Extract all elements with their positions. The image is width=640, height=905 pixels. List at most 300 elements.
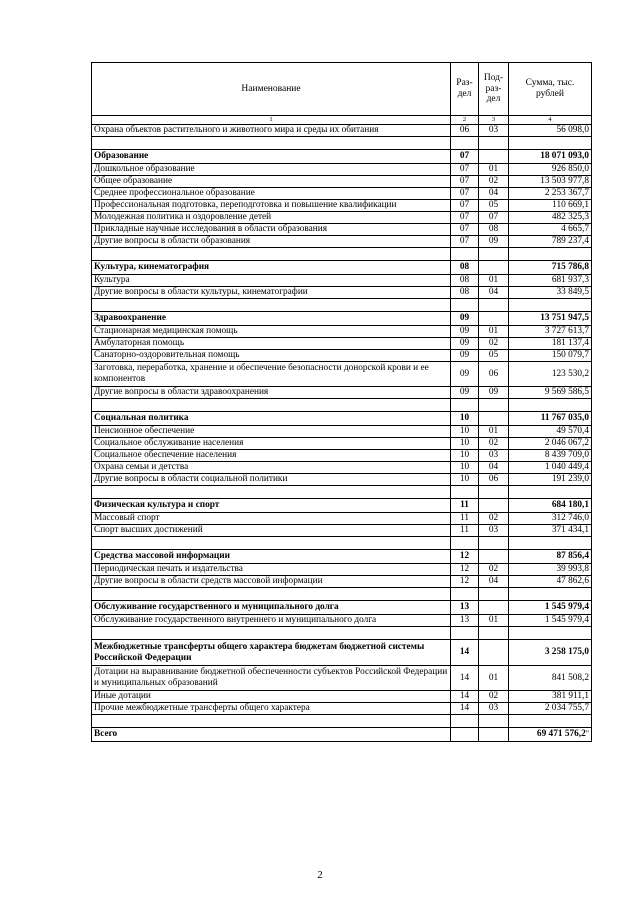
header-subsection: Под-раз-дел [479, 63, 509, 116]
row-subsection-code-text: 02 [488, 564, 499, 575]
row-amount [509, 550, 592, 564]
row-name [92, 387, 451, 399]
header-amount: Сумма, тыс. рублей [509, 63, 592, 116]
row-amount-text: 11 767 035,0 [540, 413, 589, 424]
row-name [92, 350, 451, 362]
header-name: Наименование [92, 63, 451, 116]
row-section-code [451, 164, 479, 176]
row-subsection-code [479, 362, 509, 387]
row-amount-text: 2 034 755,7 [544, 703, 589, 714]
spacer-cell [479, 299, 509, 312]
row-subsection-code [479, 666, 509, 691]
header-row [92, 63, 592, 116]
row-section-code [451, 550, 479, 564]
section-row [92, 640, 592, 666]
row-name [92, 188, 451, 200]
row-amount-text: 47 862,6 [556, 576, 589, 587]
section-row [92, 499, 592, 513]
row-section-code [451, 499, 479, 513]
row-amount-text: 13 751 947,5 [540, 313, 589, 324]
row-name-text: Дошкольное образование [94, 164, 195, 175]
row-subsection-code-text: 07 [488, 212, 499, 223]
spacer-cell [509, 537, 592, 550]
row-amount-text: 2 253 367,7 [544, 188, 589, 199]
row-name [92, 691, 451, 703]
row-section-code-text: 10 [459, 426, 470, 437]
row-name [92, 164, 451, 176]
row-section-code-text: 07 [459, 188, 470, 199]
row-amount [509, 150, 592, 164]
spacer-cell [509, 137, 592, 150]
row-amount [509, 499, 592, 513]
row-subsection-code-text: 01 [488, 615, 499, 626]
row-subsection-code-text: 03 [488, 703, 499, 714]
table-row [92, 615, 592, 627]
row-section-code-text: 10 [459, 462, 470, 473]
spacer-cell [509, 399, 592, 412]
row-subsection-code [479, 200, 509, 212]
row-name-text: Прочие межбюджетные трансферты общего характера [94, 703, 310, 714]
row-amount [509, 450, 592, 462]
row-section-code [451, 438, 479, 450]
row-amount [509, 387, 592, 399]
row-amount-text: 841 508,2 [551, 672, 589, 683]
row-name-text: Социальное обеспечение населения [94, 450, 237, 461]
row-amount [509, 703, 592, 715]
row-subsection-code [479, 550, 509, 564]
row-amount-text: 110 669,1 [552, 200, 589, 211]
row-amount-text: 789 237,4 [551, 236, 589, 247]
row-section-code-text: 10 [459, 438, 470, 449]
row-section-code-text: 08 [459, 275, 470, 286]
spacer-row [92, 299, 592, 312]
row-name [92, 176, 451, 188]
row-amount [509, 412, 592, 426]
spacer-cell [92, 715, 451, 728]
spacer-cell [451, 588, 479, 601]
spacer-cell [479, 486, 509, 499]
row-section-code [451, 640, 479, 666]
row-subsection-code [479, 426, 509, 438]
row-name [92, 499, 451, 513]
spacer-cell [451, 486, 479, 499]
row-section-code-text: 08 [459, 262, 470, 273]
row-amount [509, 426, 592, 438]
row-name-text: Культура [94, 275, 130, 286]
row-section-code [451, 275, 479, 287]
row-name [92, 462, 451, 474]
row-section-code-text: 07 [459, 236, 470, 247]
row-subsection-code-text: 09 [488, 236, 499, 247]
row-section-code-text: 09 [459, 338, 470, 349]
table-row [92, 426, 592, 438]
row-section-code [451, 150, 479, 164]
row-name-text: Охрана семьи и детства [94, 462, 189, 473]
table-row [92, 666, 592, 691]
spacer-cell [451, 299, 479, 312]
row-subsection-code-text: 06 [488, 368, 499, 379]
row-name-text: Физическая культура и спорт [94, 500, 220, 511]
row-name [92, 615, 451, 627]
spacer-cell [509, 248, 592, 261]
row-amount-text: 18 071 093,0 [540, 151, 589, 162]
row-section-code-text: 11 [460, 513, 469, 524]
spacer-cell [479, 248, 509, 261]
row-amount-text: 684 180,1 [551, 500, 589, 511]
row-name [92, 287, 451, 299]
closing-quote-mark: " [585, 729, 589, 739]
table-row [92, 564, 592, 576]
row-amount-text: 181 137,4 [551, 338, 589, 349]
table-row [92, 275, 592, 287]
spacer-cell [479, 137, 509, 150]
table-row [92, 350, 592, 362]
row-amount [509, 513, 592, 525]
spacer-cell [92, 537, 451, 550]
spacer-cell [509, 627, 592, 640]
row-section-code-text: 14 [459, 672, 470, 683]
row-name-text: Культура, кинематография [94, 262, 210, 273]
row-name-text: Обслуживание государственного и муниципального долга [94, 602, 339, 613]
row-name-text: Другие вопросы в области здравоохранения [94, 387, 269, 398]
row-subsection-code [479, 601, 509, 615]
table-row [92, 474, 592, 486]
row-section-code-text: 10 [459, 450, 470, 461]
row-section-code-text: 07 [459, 176, 470, 187]
spacer-cell [92, 399, 451, 412]
spacer-cell [479, 715, 509, 728]
spacer-cell [479, 399, 509, 412]
row-section-code-text: 14 [459, 691, 470, 702]
table-row [92, 525, 592, 537]
row-subsection-code [479, 615, 509, 627]
row-subsection-code [479, 150, 509, 164]
row-section-code-text: 13 [459, 615, 470, 626]
spacer-cell [451, 715, 479, 728]
row-amount [509, 212, 592, 224]
row-amount [509, 312, 592, 326]
table-row [92, 513, 592, 525]
row-section-code-text: 09 [459, 313, 470, 324]
column-index: 1 [92, 116, 451, 125]
row-subsection-code [479, 576, 509, 588]
header-section: Раз-дел [451, 63, 479, 116]
row-name-text: Другие вопросы в области культуры, кинематографии [94, 287, 308, 298]
section-row [92, 550, 592, 564]
row-section-code [451, 426, 479, 438]
row-name-text: Стационарная медицинская помощь [94, 326, 238, 337]
row-name [92, 703, 451, 715]
column-index: 2 [451, 116, 479, 125]
table-row [92, 691, 592, 703]
row-name [92, 525, 451, 537]
page-number: 2 [317, 869, 323, 881]
row-section-code [451, 362, 479, 387]
row-amount-text: 8 439 709,0 [544, 450, 589, 461]
table-row [92, 188, 592, 200]
row-subsection-code [479, 312, 509, 326]
row-name-text: Спорт высших достижений [94, 525, 203, 536]
spacer-cell [451, 399, 479, 412]
row-section-code [451, 212, 479, 224]
row-amount-text: 2 046 067,2 [544, 438, 589, 449]
row-amount [509, 200, 592, 212]
row-subsection-code [479, 525, 509, 537]
row-subsection-code-text: 05 [488, 200, 499, 211]
row-subsection-code-text: 02 [488, 691, 499, 702]
row-subsection-code [479, 261, 509, 275]
row-section-code [451, 387, 479, 399]
row-amount [509, 525, 592, 537]
row-subsection-code [479, 640, 509, 666]
row-amount [509, 287, 592, 299]
row-section-code [451, 691, 479, 703]
row-subsection-code-text: 04 [488, 188, 499, 199]
row-subsection-code [479, 164, 509, 176]
table-row [92, 438, 592, 450]
row-amount [509, 728, 592, 742]
row-name-text: Заготовка, переработка, хранение и обеспечение безопасности донорской крови и ее компонентов [94, 363, 429, 384]
row-name-text: Дотации на выравнивание бюджетной обеспеченности субъектов Российской Федерации и муниципальных образований [94, 667, 448, 688]
row-name [92, 261, 451, 275]
row-subsection-code [479, 462, 509, 474]
row-section-code [451, 666, 479, 691]
row-amount [509, 666, 592, 691]
row-amount [509, 362, 592, 387]
row-amount-text: 49 570,4 [556, 426, 589, 437]
row-name-text: Массовый спорт [94, 513, 160, 524]
row-name [92, 728, 451, 742]
row-subsection-code-text: 01 [488, 164, 499, 175]
spacer-row [92, 248, 592, 261]
row-name-text: Амбулаторная помощь [94, 338, 185, 349]
row-subsection-code-text: 01 [488, 426, 499, 437]
row-name [92, 275, 451, 287]
row-name-text: Периодическая печать и издательства [94, 564, 243, 575]
row-amount-text: 715 786,8 [551, 262, 589, 273]
row-subsection-code-text: 04 [488, 462, 499, 473]
row-name-text: Социальное обслуживание населения [94, 438, 244, 449]
row-section-code-text: 11 [460, 500, 469, 511]
spacer-cell [451, 248, 479, 261]
row-name [92, 362, 451, 387]
row-amount-text: 1 545 979,4 [544, 602, 589, 613]
row-subsection-code [479, 499, 509, 513]
row-section-code [451, 236, 479, 248]
row-name [92, 601, 451, 615]
row-section-code [451, 450, 479, 462]
row-amount [509, 275, 592, 287]
row-amount [509, 615, 592, 627]
row-section-code-text: 09 [459, 326, 470, 337]
row-subsection-code-text: 04 [488, 287, 499, 298]
row-amount-text: 39 993,8 [556, 564, 589, 575]
table-row [92, 576, 592, 588]
row-subsection-code-text: 01 [488, 326, 499, 337]
row-section-code [451, 412, 479, 426]
row-amount-text: 56 098,0 [556, 125, 589, 136]
row-amount [509, 640, 592, 666]
row-subsection-code-text: 09 [488, 387, 499, 398]
row-section-code [451, 728, 479, 742]
row-name [92, 200, 451, 212]
section-row [92, 412, 592, 426]
row-name [92, 564, 451, 576]
row-amount-text: 4 665,7 [561, 224, 589, 235]
row-amount-text: 87 856,4 [556, 551, 589, 562]
row-subsection-code [479, 212, 509, 224]
spacer-row [92, 715, 592, 728]
row-subsection-code-text: 01 [488, 275, 499, 286]
column-index-row [92, 116, 592, 125]
row-name-text: Иные дотации [94, 691, 151, 702]
row-section-code-text: 07 [459, 164, 470, 175]
table-row [92, 703, 592, 715]
row-name-text: Социальная политика [94, 413, 189, 424]
row-subsection-code [479, 387, 509, 399]
row-subsection-code [479, 188, 509, 200]
row-section-code [451, 703, 479, 715]
table-row [92, 326, 592, 338]
row-name-text: Санаторно-оздоровительная помощь [94, 350, 240, 361]
row-section-code [451, 601, 479, 615]
row-name [92, 150, 451, 164]
row-name-text: Средства массовой информации [94, 551, 230, 562]
row-name-text: Охрана объектов растительного и животного мира и среды их обитания [94, 125, 379, 136]
row-name-text: Всего [94, 729, 118, 740]
row-name-text: Другие вопросы в области средств массовой информации [94, 576, 323, 587]
row-section-code [451, 350, 479, 362]
section-row [92, 150, 592, 164]
row-amount [509, 224, 592, 236]
spacer-cell [92, 486, 451, 499]
row-subsection-code-text: 02 [488, 513, 499, 524]
row-section-code [451, 474, 479, 486]
row-amount-text: 681 937,3 [551, 275, 589, 286]
table-body [92, 125, 592, 742]
row-subsection-code-text: 08 [488, 224, 499, 235]
spacer-cell [451, 537, 479, 550]
budget-table [91, 62, 592, 742]
section-row [92, 312, 592, 326]
row-section-code-text: 12 [459, 564, 470, 575]
table-row [92, 462, 592, 474]
table-row [92, 287, 592, 299]
row-subsection-code [479, 513, 509, 525]
row-amount-text: 13 503 977,8 [540, 176, 589, 187]
spacer-cell [451, 627, 479, 640]
row-subsection-code-text: 05 [488, 350, 499, 361]
row-name-text: Другие вопросы в области образования [94, 236, 251, 247]
row-subsection-code [479, 236, 509, 248]
table-row [92, 212, 592, 224]
row-amount-text: 1 040 449,4 [544, 462, 589, 473]
row-name-text: Обслуживание государственного внутреннего и муниципального долга [94, 615, 377, 626]
row-section-code-text: 07 [459, 212, 470, 223]
row-name-text: Общее образование [94, 176, 173, 187]
row-amount-text: 482 325,3 [551, 212, 589, 223]
row-section-code [451, 176, 479, 188]
row-amount [509, 576, 592, 588]
row-name [92, 640, 451, 666]
row-subsection-code [479, 275, 509, 287]
row-section-code [451, 224, 479, 236]
table-row [92, 164, 592, 176]
spacer-cell [92, 627, 451, 640]
row-section-code [451, 188, 479, 200]
row-section-code-text: 10 [459, 413, 470, 424]
row-section-code-text: 09 [459, 387, 470, 398]
row-subsection-code [479, 438, 509, 450]
row-subsection-code [479, 287, 509, 299]
row-name [92, 326, 451, 338]
row-section-code-text: 07 [459, 200, 470, 211]
row-amount [509, 601, 592, 615]
table-row [92, 200, 592, 212]
row-amount [509, 474, 592, 486]
row-section-code [451, 125, 479, 137]
spacer-cell [509, 486, 592, 499]
row-amount-text: 926 850,0 [551, 164, 589, 175]
row-subsection-code [479, 326, 509, 338]
row-amount-text: 123 530,2 [551, 368, 589, 379]
row-name-text: Среднее профессиональное образование [94, 188, 255, 199]
row-amount [509, 164, 592, 176]
row-section-code [451, 576, 479, 588]
spacer-cell [479, 627, 509, 640]
row-amount-text: 1 545 979,4 [544, 615, 589, 626]
row-name [92, 576, 451, 588]
spacer-cell [479, 588, 509, 601]
row-subsection-code [479, 224, 509, 236]
row-subsection-code [479, 474, 509, 486]
row-amount [509, 564, 592, 576]
row-subsection-code-text: 02 [488, 176, 499, 187]
row-amount-text: 9 569 586,5 [544, 387, 589, 398]
row-name [92, 224, 451, 236]
row-name-text: Здравоохранение [94, 313, 167, 324]
row-amount-text: 312 746,0 [551, 513, 589, 524]
row-amount [509, 438, 592, 450]
row-name-text: Прикладные научные исследования в области образования [94, 224, 327, 235]
row-amount [509, 261, 592, 275]
row-amount-text: 3 258 175,0 [544, 647, 589, 658]
row-amount [509, 338, 592, 350]
row-amount [509, 326, 592, 338]
section-row [92, 601, 592, 615]
table-row [92, 236, 592, 248]
table-row [92, 224, 592, 236]
row-name [92, 312, 451, 326]
row-name-text: Другие вопросы в области социальной политики [94, 474, 288, 485]
row-subsection-code-text: 03 [488, 125, 499, 136]
column-index: 4 [509, 116, 592, 125]
row-section-code [451, 261, 479, 275]
row-section-code [451, 615, 479, 627]
row-name [92, 550, 451, 564]
row-subsection-code-text: 01 [488, 672, 499, 683]
row-name [92, 426, 451, 438]
row-section-code [451, 513, 479, 525]
row-subsection-code-text: 03 [488, 525, 499, 536]
row-amount [509, 176, 592, 188]
row-amount-text: 381 911,1 [552, 691, 589, 702]
row-section-code-text: 10 [459, 474, 470, 485]
row-name-text: Пенсионное обеспечение [94, 426, 195, 437]
row-amount-text: 371 434,1 [551, 525, 589, 536]
row-name [92, 513, 451, 525]
row-subsection-code [479, 691, 509, 703]
